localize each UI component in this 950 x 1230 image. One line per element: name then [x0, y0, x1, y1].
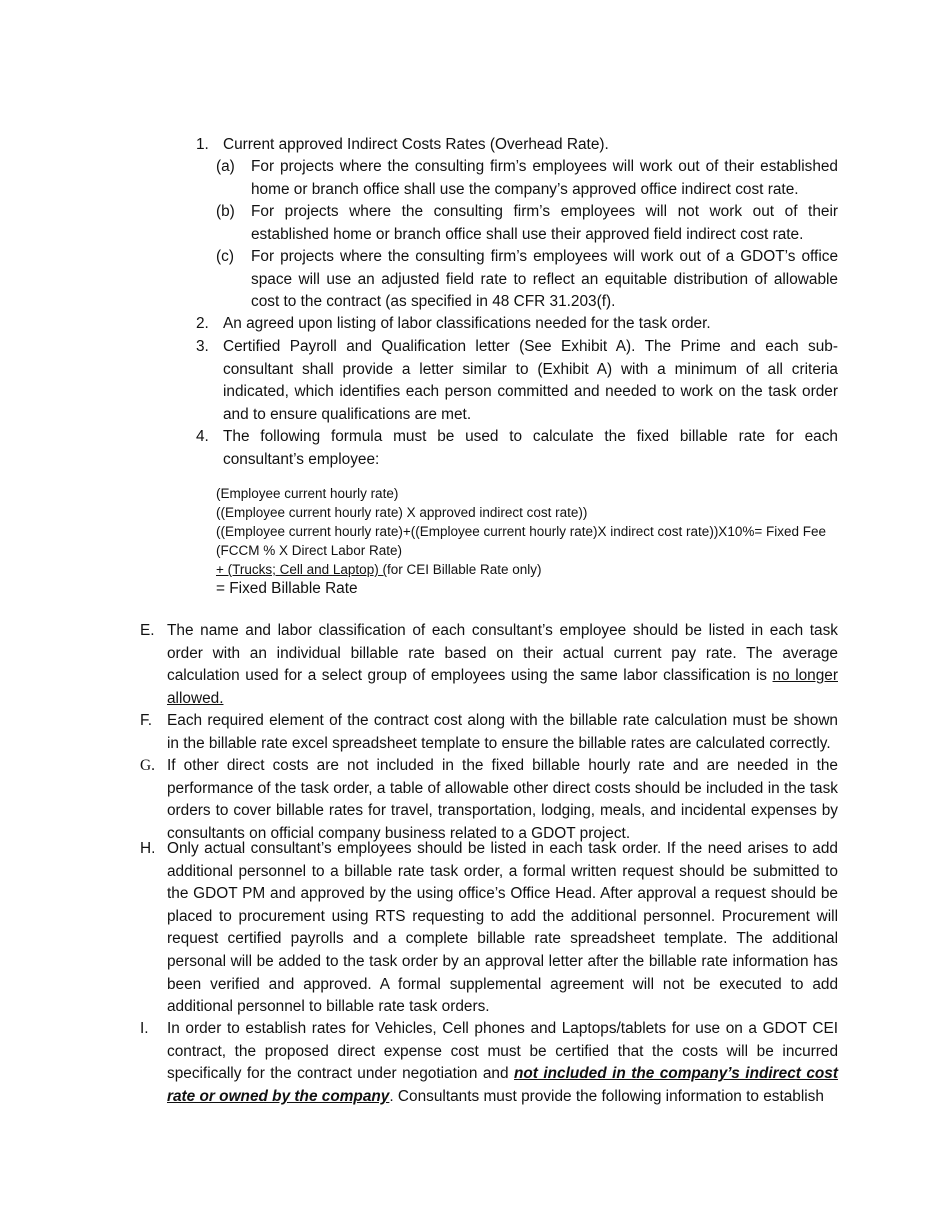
item-text: Only actual consultant’s employees should be listed in each task order. If the need arises to add additional personnel to a billable rate task order, a formal written request should be submitted to the GDOT PM and approved by the using office’s Office Head. After approval a request should be placed to procurement using RTS requesting to add the additional personnel. Procurement will request certified payrolls and a complete billable rate spreadsheet template. The additional personal will be added to the task order by an approval letter after the billable rate information has been verified and approved. A formal supplemental agreement will not be executed to add additional personnel to billable rate task orders. [167, 840, 838, 1016]
item-marker: 4. [196, 428, 209, 445]
formula-line [216, 560, 542, 579]
item-text-part: The name and labor classification of each consultant’s employee should be listed in each task order with an individual billable rate based on their actual current pay rate. The average calculation used for a select group of employees using the same labor classification is [167, 622, 838, 685]
sub-item-text: For projects where the consulting firm’s employees will not work out of their established home or branch office shall use their approved field indirect cost rate. [251, 203, 838, 243]
item-text: The following formula must be used to calculate the fixed billable rate for each consultant’s employee: [223, 428, 838, 468]
item-text: An agreed upon listing of labor classifications needed for the task order. [223, 315, 711, 332]
item-marker: 3. [196, 338, 209, 355]
item-marker: F. [140, 712, 152, 729]
item-marker: 2. [196, 315, 209, 332]
sub-item-marker: (c) [216, 248, 234, 265]
formula-line: ((Employee current hourly rate) X approved indirect cost rate)) [216, 505, 588, 520]
item-marker: H. [140, 840, 156, 857]
item-text-emphasis: not included in the company’s indirect cost rate or owned by the company [167, 1065, 838, 1105]
item-text [167, 620, 838, 710]
formula-line: (FCCM % X Direct Labor Rate) [216, 543, 403, 558]
formula-rest: for CEI Billable Rate only) [386, 562, 542, 577]
item-text-underlined: no longer allowed. [167, 667, 838, 707]
sub-item-text: For projects where the consulting firm’s employees will work out of their established home or branch office shall use the company’s approved office indirect cost rate. [251, 158, 838, 198]
item-text: Current approved Indirect Costs Rates (Overhead Rate). [223, 136, 609, 153]
item-marker: I. [140, 1020, 149, 1037]
item-marker: 1. [196, 136, 209, 153]
sub-item-text: For projects where the consulting firm’s employees will work out of a GDOT’s office space will use an adjusted field rate to reflect an equitable distribution of allowable cost to the contract (as specified in 48 CFR 31.203(f). [251, 248, 838, 311]
sub-item-marker: (a) [216, 158, 235, 175]
item-text [167, 1018, 838, 1108]
formula-line: (Employee current hourly rate) [216, 486, 399, 501]
formula-line: ((Employee current hourly rate)+((Employee current hourly rate)X indirect cost rate))X10%= Fixed Fee [216, 524, 826, 539]
item-marker: G. [140, 757, 155, 774]
item-text: Each required element of the contract cost along with the billable rate calculation must be shown in the billable rate excel spreadsheet template to ensure the billable rates are calculated correctly. [167, 712, 838, 752]
item-text-part: . Consultants must provide the following information to establish [389, 1087, 824, 1105]
item-marker: E. [140, 622, 155, 639]
item-text-part: In order to establish rates for Vehicles, Cell phones and Laptops/tablets for use on a GDOT CEI contract, the proposed direct expense cost must be certified that the costs will be incurred specifically for the contract under negotiation and [167, 1020, 838, 1083]
sub-item-marker: (b) [216, 203, 235, 220]
item-text: Certified Payroll and Qualification letter (See Exhibit A). The Prime and each sub-consultant shall provide a letter similar to (Exhibit A) with a minimum of all criteria indicated, which identifies each person committed and needed to work on the task order and to ensure qualifications are met. [223, 338, 838, 423]
formula-underlined: + (Trucks; Cell and Laptop) ( [216, 562, 387, 577]
formula-result: = Fixed Billable Rate [216, 580, 358, 597]
item-text: If other direct costs are not included in the fixed billable hourly rate and are needed in the performance of the task order, a table of allowable other direct costs should be included in the task orders to cover billable rates for travel, transportation, lodging, meals, and incidental expenses by consultants on official company business related to a GDOT project. [167, 757, 838, 842]
